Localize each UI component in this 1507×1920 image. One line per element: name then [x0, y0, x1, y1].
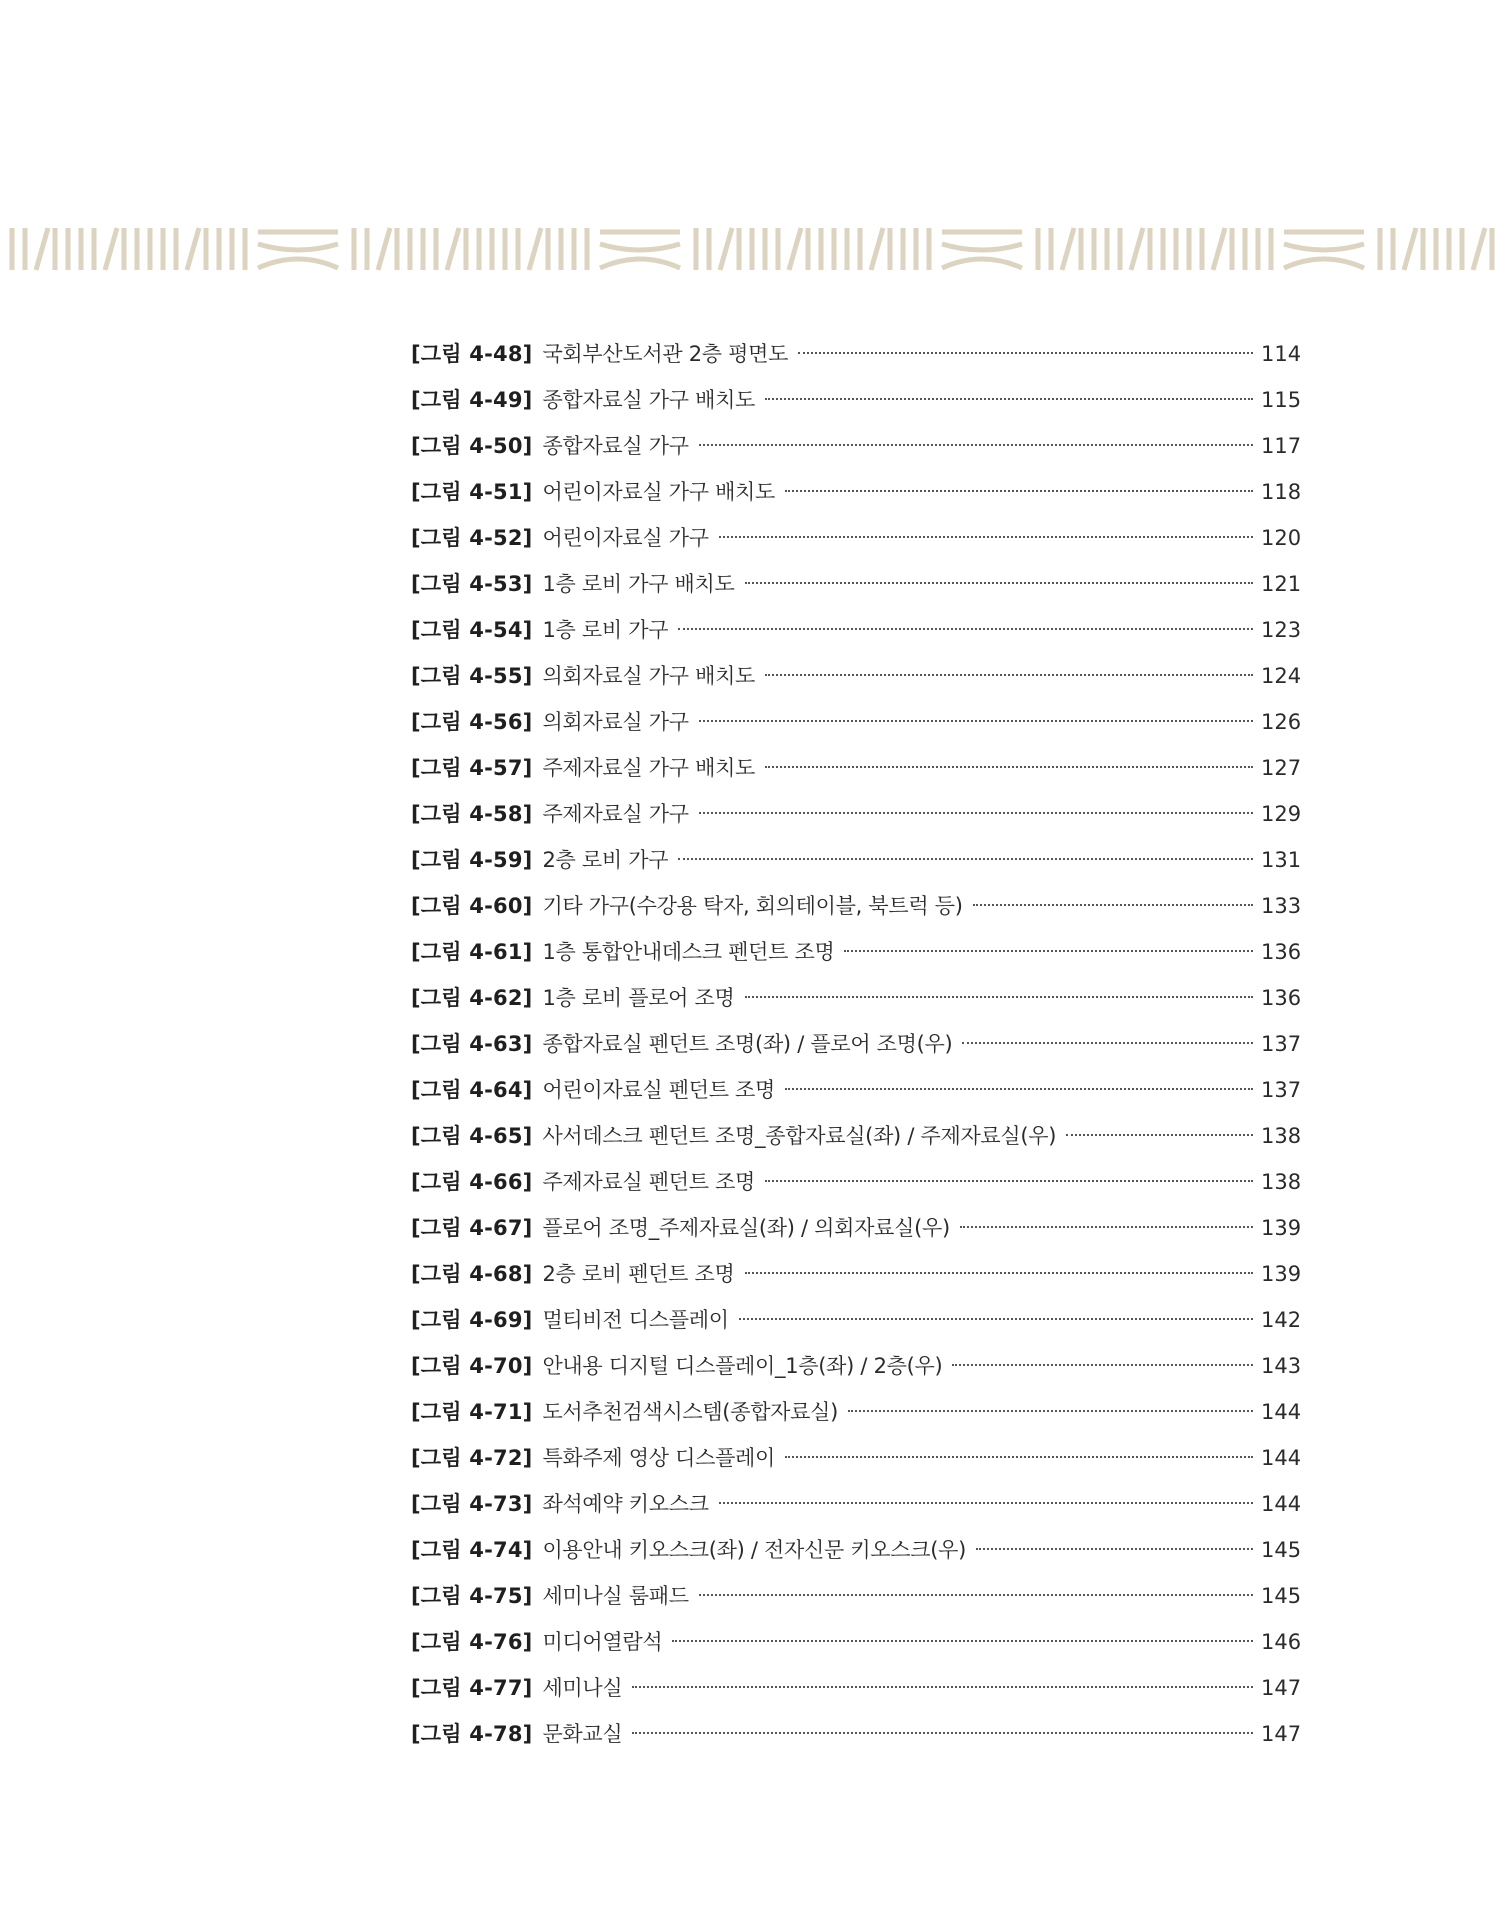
figure-number: [그림 4-74] — [411, 1538, 533, 1562]
page-number: 139 — [1261, 1262, 1302, 1286]
page-number: 120 — [1261, 526, 1302, 550]
toc-row — [411, 1072, 1301, 1118]
figure-title: 어린이자료실 가구 배치도 — [542, 480, 776, 504]
page-number: 145 — [1261, 1584, 1302, 1608]
figure-number: [그림 4-51] — [411, 480, 533, 504]
figure-number: [그림 4-71] — [411, 1400, 533, 1424]
toc-row — [411, 1440, 1301, 1486]
toc-row — [411, 428, 1301, 474]
figure-number: [그림 4-58] — [411, 802, 533, 826]
figure-title: 1층 통합안내데스크 펜던트 조명 — [542, 940, 835, 964]
figure-number: [그림 4-76] — [411, 1630, 533, 1654]
page-number: 146 — [1261, 1630, 1302, 1654]
page-number: 144 — [1261, 1446, 1302, 1470]
figure-title: 주제자료실 가구 — [542, 802, 689, 826]
toc-row — [411, 1394, 1301, 1440]
figure-number: [그림 4-75] — [411, 1584, 533, 1608]
toc-row — [411, 566, 1301, 612]
dot-leader — [632, 1686, 1253, 1688]
toc-row — [411, 1716, 1301, 1762]
figure-number: [그림 4-57] — [411, 756, 533, 780]
toc-row — [411, 750, 1301, 796]
page-number: 138 — [1261, 1170, 1302, 1194]
page-number: 121 — [1261, 572, 1302, 596]
dot-leader — [739, 1318, 1253, 1320]
figure-title: 종합자료실 펜던트 조명(좌) / 플로어 조명(우) — [542, 1032, 953, 1056]
figure-title: 어린이자료실 펜던트 조명 — [542, 1078, 776, 1102]
table-of-figures — [411, 336, 1301, 1762]
figure-number: [그림 4-72] — [411, 1446, 533, 1470]
page-number: 133 — [1261, 894, 1302, 918]
dot-leader — [765, 766, 1253, 768]
dot-leader — [719, 1502, 1253, 1504]
toc-row — [411, 980, 1301, 1026]
dot-leader — [678, 858, 1253, 860]
decorative-stripe-pattern-icon — [0, 226, 1507, 272]
toc-row — [411, 1578, 1301, 1624]
toc-row — [411, 934, 1301, 980]
page-number: 136 — [1261, 940, 1302, 964]
page-number: 129 — [1261, 802, 1302, 826]
dot-leader — [678, 628, 1253, 630]
figure-number: [그림 4-54] — [411, 618, 533, 642]
dot-leader — [765, 674, 1253, 676]
page-number: 139 — [1261, 1216, 1302, 1240]
figure-title: 플로어 조명_주제자료실(좌) / 의회자료실(우) — [542, 1216, 950, 1240]
figure-title: 의회자료실 가구 — [542, 710, 689, 734]
page-number: 123 — [1261, 618, 1302, 642]
figure-title: 종합자료실 가구 — [542, 434, 689, 458]
toc-row — [411, 612, 1301, 658]
figure-number: [그림 4-63] — [411, 1032, 533, 1056]
figure-title: 사서데스크 펜던트 조명_종합자료실(좌) / 주제자료실(우) — [542, 1124, 1057, 1148]
page-number: 137 — [1261, 1078, 1302, 1102]
figure-title: 종합자료실 가구 배치도 — [542, 388, 756, 412]
dot-leader — [785, 1088, 1253, 1090]
dot-leader — [719, 536, 1253, 538]
dot-leader — [745, 1272, 1253, 1274]
figure-number: [그림 4-48] — [411, 342, 533, 366]
figure-title: 국회부산도서관 2층 평면도 — [542, 342, 789, 366]
figure-number: [그림 4-65] — [411, 1124, 533, 1148]
figure-title: 세미나실 — [542, 1676, 623, 1700]
page-number: 126 — [1261, 710, 1302, 734]
dot-leader — [699, 720, 1253, 722]
figure-number: [그림 4-73] — [411, 1492, 533, 1516]
figure-number: [그림 4-69] — [411, 1308, 533, 1332]
dot-leader — [785, 1456, 1253, 1458]
dot-leader — [960, 1226, 1253, 1228]
page-number: 147 — [1261, 1676, 1302, 1700]
dot-leader — [1066, 1134, 1253, 1136]
dot-leader — [976, 1548, 1253, 1550]
dot-leader — [672, 1640, 1253, 1642]
toc-row — [411, 1302, 1301, 1348]
figure-title: 2층 로비 펜던트 조명 — [542, 1262, 735, 1286]
dot-leader — [765, 398, 1253, 400]
figure-title: 1층 로비 가구 — [542, 618, 669, 642]
page-number: 144 — [1261, 1400, 1302, 1424]
dot-leader — [765, 1180, 1253, 1182]
figure-title: 이용안내 키오스크(좌) / 전자신문 키오스크(우) — [542, 1538, 967, 1562]
dot-leader — [699, 812, 1253, 814]
page-number: 118 — [1261, 480, 1302, 504]
dot-leader — [745, 582, 1253, 584]
toc-row — [411, 704, 1301, 750]
toc-row — [411, 1164, 1301, 1210]
page-number: 144 — [1261, 1492, 1302, 1516]
page-number: 127 — [1261, 756, 1302, 780]
toc-row — [411, 1118, 1301, 1164]
toc-row — [411, 842, 1301, 888]
page-number: 117 — [1261, 434, 1302, 458]
dot-leader — [962, 1042, 1253, 1044]
toc-row — [411, 1532, 1301, 1578]
dot-leader — [848, 1410, 1253, 1412]
toc-row — [411, 1670, 1301, 1716]
dot-leader — [785, 490, 1253, 492]
figure-number: [그림 4-62] — [411, 986, 533, 1010]
figure-title: 문화교실 — [542, 1722, 623, 1746]
figure-number: [그림 4-68] — [411, 1262, 533, 1286]
figure-number: [그림 4-59] — [411, 848, 533, 872]
figure-number: [그림 4-50] — [411, 434, 533, 458]
page-number: 131 — [1261, 848, 1302, 872]
dot-leader — [699, 1594, 1253, 1596]
dot-leader — [952, 1364, 1253, 1366]
dot-leader — [798, 352, 1253, 354]
figure-title: 1층 로비 플로어 조명 — [542, 986, 735, 1010]
page-number: 115 — [1261, 388, 1302, 412]
dot-leader — [745, 996, 1253, 998]
figure-number: [그림 4-49] — [411, 388, 533, 412]
toc-row — [411, 888, 1301, 934]
figure-title: 의회자료실 가구 배치도 — [542, 664, 756, 688]
figure-number: [그림 4-61] — [411, 940, 533, 964]
figure-title: 도서추천검색시스템(종합자료실) — [542, 1400, 839, 1424]
figure-number: [그림 4-77] — [411, 1676, 533, 1700]
page-number: 137 — [1261, 1032, 1302, 1056]
dot-leader — [699, 444, 1253, 446]
figure-title: 안내용 디지털 디스플레이_1층(좌) / 2층(우) — [542, 1354, 943, 1378]
page-number: 142 — [1261, 1308, 1302, 1332]
toc-row — [411, 796, 1301, 842]
figure-number: [그림 4-67] — [411, 1216, 533, 1240]
toc-row — [411, 1624, 1301, 1670]
figure-title: 좌석예약 키오스크 — [542, 1492, 709, 1516]
toc-row — [411, 382, 1301, 428]
toc-row — [411, 1026, 1301, 1072]
page-number: 147 — [1261, 1722, 1302, 1746]
figure-number: [그림 4-55] — [411, 664, 533, 688]
toc-row — [411, 336, 1301, 382]
figure-number: [그림 4-70] — [411, 1354, 533, 1378]
figure-number: [그림 4-60] — [411, 894, 533, 918]
figure-number: [그림 4-52] — [411, 526, 533, 550]
page-number: 124 — [1261, 664, 1302, 688]
toc-row — [411, 1348, 1301, 1394]
dot-leader — [844, 950, 1253, 952]
toc-row — [411, 520, 1301, 566]
figure-number: [그림 4-56] — [411, 710, 533, 734]
figure-title: 주제자료실 펜던트 조명 — [542, 1170, 756, 1194]
figure-number: [그림 4-66] — [411, 1170, 533, 1194]
figure-title: 미디어열람석 — [542, 1630, 663, 1654]
page-number: 145 — [1261, 1538, 1302, 1562]
figure-number: [그림 4-53] — [411, 572, 533, 596]
figure-title: 1층 로비 가구 배치도 — [542, 572, 735, 596]
figure-number: [그림 4-78] — [411, 1722, 533, 1746]
page-number: 136 — [1261, 986, 1302, 1010]
figure-title: 2층 로비 가구 — [542, 848, 669, 872]
figure-title: 멀티비전 디스플레이 — [542, 1308, 729, 1332]
dot-leader — [973, 904, 1253, 906]
dot-leader — [632, 1732, 1253, 1734]
figure-title: 어린이자료실 가구 — [542, 526, 709, 550]
toc-row — [411, 474, 1301, 520]
figure-title: 기타 가구(수강용 탁자, 회의테이블, 북트럭 등) — [542, 894, 963, 918]
figure-title: 특화주제 영상 디스플레이 — [542, 1446, 776, 1470]
page-number: 143 — [1261, 1354, 1302, 1378]
toc-row — [411, 1210, 1301, 1256]
figure-title: 세미나실 룸패드 — [542, 1584, 689, 1608]
toc-row — [411, 1486, 1301, 1532]
toc-row — [411, 1256, 1301, 1302]
page-number: 114 — [1261, 342, 1302, 366]
toc-row — [411, 658, 1301, 704]
figure-title: 주제자료실 가구 배치도 — [542, 756, 756, 780]
figure-number: [그림 4-64] — [411, 1078, 533, 1102]
page-number: 138 — [1261, 1124, 1302, 1148]
